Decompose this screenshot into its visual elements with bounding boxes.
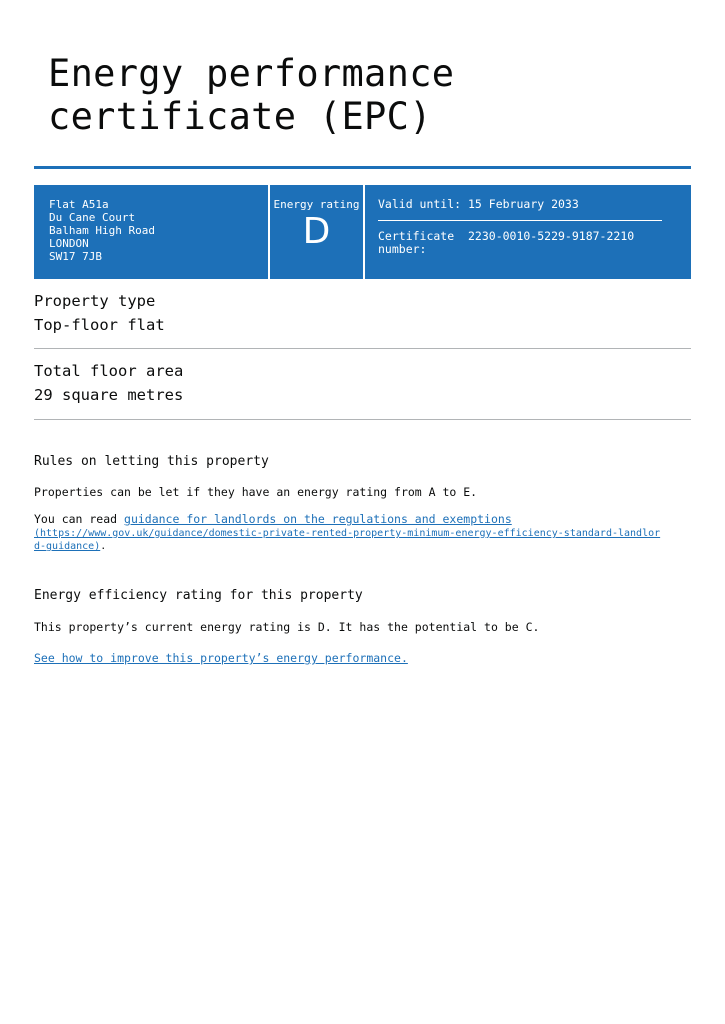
validity-divider: [378, 220, 662, 221]
property-address: [34, 185, 268, 279]
address-line: SW17 7JB: [49, 250, 102, 263]
energy-rating-box: [270, 185, 363, 279]
efficiency-rating-heading: Energy efficiency rating for this property: [34, 588, 363, 603]
letting-rules-text: Properties can be let if they have an energy rating from A to E.: [34, 485, 478, 499]
address-line: Flat A51a: [49, 198, 109, 211]
page-title-line-1: Energy performance: [48, 52, 455, 95]
section-divider: [34, 348, 691, 349]
landlord-guidance-url-link[interactable]: (https://www.gov.uk/guidance/domestic-private-rented-property-minimum-energy-efficiency-standard-landlord-guidance): [34, 528, 661, 552]
title-divider: [34, 166, 691, 169]
certificate-summary-banner: [34, 185, 691, 279]
landlord-guidance-link[interactable]: guidance for landlords on the regulations and exemptions: [124, 512, 512, 526]
letting-rules-heading: Rules on letting this property: [34, 454, 269, 469]
improve-performance-link[interactable]: See how to improve this property’s energy performance.: [34, 651, 408, 665]
energy-rating-label: Energy rating: [273, 198, 360, 211]
address-line: Du Cane Court: [49, 211, 136, 224]
url-trailing-period: .: [100, 541, 107, 552]
improve-performance-paragraph: [34, 651, 408, 665]
valid-until: Valid until: 15 February 2033: [378, 197, 579, 211]
page-title-line-2: certificate (EPC): [48, 95, 432, 138]
page-title: [48, 52, 688, 138]
certificate-number-label: Certificate number:: [378, 229, 455, 256]
property-type-value: Top-floor flat: [34, 316, 165, 334]
landlord-guidance-paragraph: [34, 512, 512, 526]
efficiency-rating-text: This property’s current energy rating is D. It has the potential to be C.: [34, 620, 540, 634]
address-line: Balham High Road: [49, 224, 155, 237]
property-type-label: Property type: [34, 292, 156, 310]
landlord-guidance-url-block: [34, 527, 664, 553]
energy-rating-letter: D: [302, 211, 331, 252]
floor-area-label: Total floor area: [34, 362, 184, 380]
floor-area-value: 29 square metres: [34, 386, 184, 404]
banner-divider: [363, 185, 365, 279]
address-line: LONDON: [49, 237, 89, 250]
certificate-number: 2230-0010-5229-9187-2210: [468, 229, 635, 243]
section-divider: [34, 419, 691, 420]
landlord-guidance-prefix: You can read: [34, 512, 125, 526]
